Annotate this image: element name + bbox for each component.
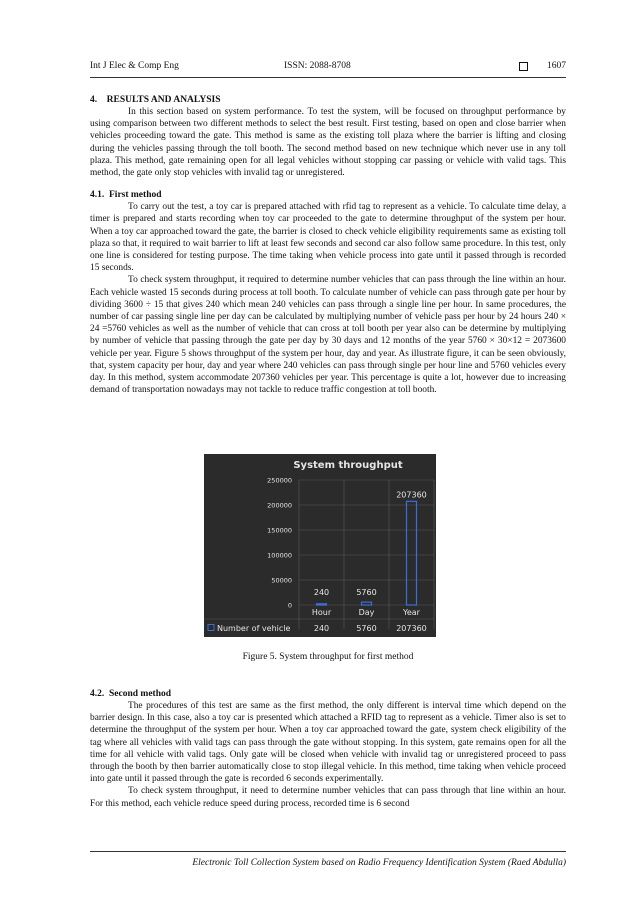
data-label: 5760 — [356, 588, 377, 597]
body-text — [90, 94, 566, 396]
subsection-heading: 4.1. First method — [90, 190, 162, 201]
checkbox-glyph-icon — [519, 62, 528, 71]
x-tick-label: Year — [403, 608, 420, 617]
y-tick-label: 150000 — [267, 526, 292, 535]
header-rule — [90, 77, 566, 78]
footer-rule — [90, 851, 566, 852]
journal-name: Int J Elec & Comp Eng — [90, 61, 179, 71]
paragraph: To carry out the test, a toy car is prepared attached with rfid tag to represent as a vehicle. To calculate time delay, a timer is prepared and starts recording when toy car proceeded to the gate to determine throughput of the system per hour. When a toy car approached toward the gate, the barrier is closed to check vehicle eligibility requirements same as existing toll plaza so that, it required to wait barrier to lift at least few seconds and second car also follow same procedure. In this test, only one line is considered for testing purpose. The time taking when vehicle process into gate until it passed through is recorded 15 seconds. — [90, 202, 566, 274]
chart-title: System throughput — [293, 460, 403, 471]
table-value: 5760 — [356, 624, 377, 633]
table-value: 240 — [313, 624, 330, 633]
table-value: 207360 — [396, 624, 427, 633]
bar — [407, 501, 417, 605]
figure-caption: Figure 5. System throughput for first method — [242, 652, 414, 662]
data-label: 240 — [313, 588, 330, 597]
x-tick-label: Hour — [311, 608, 332, 617]
paragraph: To check system throughput, it required to determine number vehicles that can pass through the line within an hour. Each vehicle wasted 15 seconds during process at toll booth. To calculate number of vehicle can pass through gate per hour by dividing 3600 ÷ 15 that gives 240 which mean 240 vehicles can pass through a single line per hour. In same procedures, the number of car passing single line per day can be calculated by multiplying number of vehicle pass per hour by 24 hours 240 × 24 =5760 vehicles as well as the number of vehicle that can cross at toll booth per year also can be determine by multiplying by number of vehicle that passing through the gate per day by 30 days and 12 months of the year 5760 × 30×12 = 2073600 vehicle per year. Figure 5 shows throughput of the system per hour, day and year. As illustrate figure, it can be seen obviously, that, system capacity per hour, day and year where 240 vehicles can pass through single per hour line and 5760 vehicles every day. In this method, system accommodate 207360 vehicles per year. This percentage is quite a lot, however due to increasing demand of transportation nowadays may not tackle to reduce traffic congestion at toll booth. — [90, 275, 566, 396]
issn: ISSN: 2088-8708 — [284, 61, 351, 71]
paragraph: In this section based on system performance. To test the system, will be focused on throughput performance by using comparison between two different methods to select the best result. First testing, based on open and close barrier when vehicles proceeding toward the gate. This method is same as the existing toll plaza where the barrier is lifting and closing during the vehicles passing through the toll booth. The second method based on new technique which never use in any toll plaza. This method, gate remaining open for all legal vehicles without stopping car passing or vehicle with valid tags. This method, the gate only stop vehicles with invalid tag or unregistered. — [90, 107, 566, 179]
page-footer: Electronic Toll Collection System based on Radio Frequency Identification System (Raed Abdulla) — [192, 858, 566, 868]
body-text-2 — [90, 688, 566, 810]
y-tick-label: 200000 — [267, 501, 292, 510]
y-tick-label: 50000 — [271, 576, 292, 585]
section-heading: 4. RESULTS AND ANALYSIS — [90, 95, 221, 105]
bar — [362, 602, 372, 605]
paragraph: The procedures of this test are same as the first method, the only different is interval time which depend on the barrier design. In this case, also a toy car is presented which attached a RFID tag to represent as a vehicle. Timer also is set to determine the throughput of the system per hour. When a toy car approached toward the gate, system check eligibility of the tag where all vehicles with valid tags can pass through the gate without stopping. In this system, gate remains open for all the time for all vehicle with valid tags. Only gate will be closed when vehicle with invalid tag or unregistered proceed to pass through the booth by then barrier automatically close to stop illegal vehicle. In this method, time taking when vehicle proceed into gate until it passed through the gate is recorded 6 seconds experimentally. — [90, 701, 566, 785]
x-tick-label: Day — [358, 608, 375, 617]
legend-label: Number of vehicle — [217, 624, 291, 633]
figure-chart — [204, 454, 436, 637]
bar — [317, 604, 327, 605]
page-header — [90, 61, 566, 75]
y-tick-label: 0 — [287, 601, 292, 610]
data-label: 207360 — [396, 490, 427, 500]
legend-swatch — [208, 625, 214, 631]
bar-chart — [204, 454, 436, 637]
y-tick-label: 250000 — [267, 476, 292, 485]
paragraph: To check system throughput, it need to determine number vehicles that can pass through that line within an hour. For this method, each vehicle reduce speed during process, recorded time is 6 second — [90, 786, 566, 809]
page-number: 1607 — [547, 61, 566, 71]
subsection-heading: 4.2. Second method — [90, 689, 172, 699]
y-tick-label: 100000 — [267, 551, 292, 560]
